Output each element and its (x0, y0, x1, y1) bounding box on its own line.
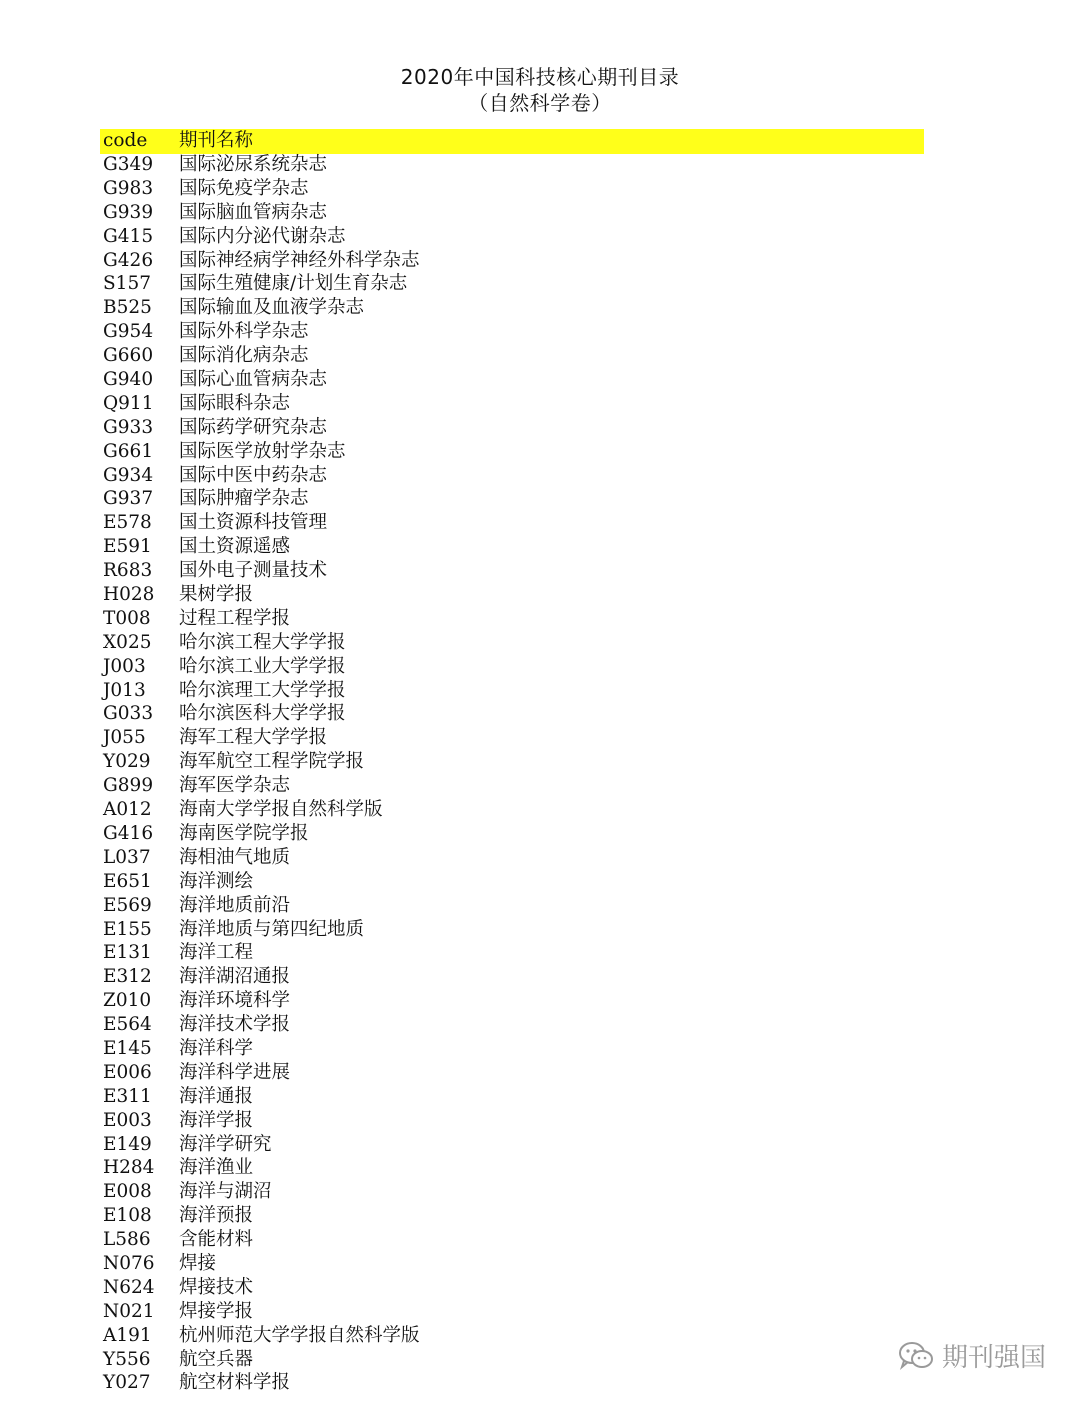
journal-name: 海相油气地质 (179, 846, 291, 868)
table-row (100, 392, 924, 416)
journal-name: 海洋学报 (179, 1109, 254, 1131)
journal-code: E312 (103, 966, 152, 988)
journal-code: N021 (103, 1300, 155, 1322)
page-title: 2020年中国科技核心期刊目录 (400, 65, 680, 89)
journal-code: J013 (103, 679, 146, 701)
journal-name: 海南医学院学报 (179, 822, 309, 844)
journal-code: G939 (103, 201, 154, 223)
journal-name: 哈尔滨工程大学学报 (179, 631, 346, 653)
table-row (100, 679, 924, 703)
table-row (100, 607, 924, 631)
journal-code: A012 (103, 799, 152, 821)
table-row (100, 750, 924, 774)
table-row (100, 1371, 924, 1395)
journal-name: 焊接技术 (179, 1276, 254, 1298)
journal-code: G940 (103, 369, 154, 391)
journal-name: 焊接 (179, 1252, 217, 1274)
journal-code: Y027 (103, 1372, 151, 1394)
journal-name: 海洋技术学报 (179, 1014, 291, 1036)
journal-name: 海洋测绘 (179, 870, 254, 892)
watermark-text: 期刊强国 (941, 1343, 1046, 1373)
journal-name: 国际神经病学神经外科学杂志 (179, 249, 420, 271)
journal-name: 航空材料学报 (179, 1372, 291, 1394)
journal-code: E003 (103, 1109, 152, 1131)
journal-code: G933 (103, 416, 154, 438)
journal-name: 国际心血管病杂志 (179, 369, 328, 391)
journal-code: A191 (103, 1324, 152, 1346)
journal-name: 海洋科学 (179, 1037, 254, 1059)
journal-name: 海洋湖沼通报 (179, 966, 291, 988)
table-row (100, 1133, 924, 1157)
journal-list (100, 153, 924, 1395)
journal-code: G415 (103, 225, 154, 247)
table-row (100, 894, 924, 918)
journal-name: 国土资源遥感 (179, 536, 291, 558)
table-row (100, 1324, 924, 1348)
journal-name: 海洋学研究 (179, 1133, 272, 1155)
journal-code: J003 (103, 655, 146, 677)
journal-code: E149 (103, 1133, 152, 1155)
journal-name: 海洋通报 (179, 1085, 254, 1107)
table-row (100, 989, 924, 1013)
journal-name: 国际外科学杂志 (179, 321, 309, 343)
table-row (100, 631, 924, 655)
table-row (100, 487, 924, 511)
table-row (100, 559, 924, 583)
table-row (100, 941, 924, 965)
journal-name: 果树学报 (179, 584, 254, 606)
journal-name: 焊接学报 (179, 1300, 254, 1322)
table-row (100, 1109, 924, 1133)
journal-name: 国际免疫学杂志 (179, 177, 309, 199)
table-row (100, 1085, 924, 1109)
journal-name: 杭州师范大学学报自然科学版 (179, 1324, 420, 1346)
journal-name: 海洋渔业 (179, 1157, 254, 1179)
table-row (100, 1061, 924, 1085)
table-row (100, 1228, 924, 1252)
table-row (100, 918, 924, 942)
journal-name: 国外电子测量技术 (179, 560, 328, 582)
table-row (100, 440, 924, 464)
journal-name: 航空兵器 (179, 1348, 254, 1370)
table-row (100, 272, 924, 296)
journal-name: 国际中医中药杂志 (179, 464, 328, 486)
table-row (100, 965, 924, 989)
journal-code: E651 (103, 870, 152, 892)
table-row (100, 1276, 924, 1300)
journal-code: E006 (103, 1061, 152, 1083)
journal-name: 国土资源科技管理 (179, 512, 328, 534)
journal-name: 海军医学杂志 (179, 775, 291, 797)
journal-name: 海洋地质与第四纪地质 (179, 918, 365, 940)
table-row (100, 464, 924, 488)
journal-code: J055 (103, 727, 146, 749)
journal-name: 国际眼科杂志 (179, 392, 291, 414)
wechat-icon (898, 1341, 934, 1371)
table-row (100, 535, 924, 559)
journal-name: 海洋工程 (179, 942, 254, 964)
table-row (100, 1156, 924, 1180)
journal-code: G661 (103, 440, 154, 462)
table-row (100, 798, 924, 822)
journal-code: B525 (103, 297, 152, 319)
journal-name: 含能材料 (179, 1229, 254, 1251)
journal-name: 海军工程大学学报 (179, 727, 328, 749)
journal-code: Y029 (103, 751, 151, 773)
journal-name: 过程工程学报 (179, 607, 291, 629)
journal-name: 国际脑血管病杂志 (179, 201, 328, 223)
table-row (100, 249, 924, 273)
journal-code: G660 (103, 345, 154, 367)
journal-code: E145 (103, 1037, 152, 1059)
table-row (100, 1300, 924, 1324)
journal-code: G954 (103, 321, 154, 343)
journal-name: 海洋地质前沿 (179, 894, 291, 916)
table-row (100, 702, 924, 726)
journal-code: H028 (103, 584, 155, 606)
table-row (100, 201, 924, 225)
journal-code: E591 (103, 536, 152, 558)
journal-code: S157 (103, 273, 151, 295)
page-subtitle: （自然科学卷） (468, 91, 612, 115)
page-title-block (0, 64, 1080, 116)
table-row (100, 870, 924, 894)
journal-code: N624 (103, 1276, 155, 1298)
table-row (100, 177, 924, 201)
table-row (100, 1348, 924, 1372)
journal-code: G426 (103, 249, 154, 271)
journal-code: N076 (103, 1252, 155, 1274)
table-row (100, 846, 924, 870)
journal-code: E578 (103, 512, 152, 534)
table-row (100, 774, 924, 798)
journal-name: 国际药学研究杂志 (179, 416, 328, 438)
journal-code: R683 (103, 560, 153, 582)
table-row (100, 822, 924, 846)
header-name: 期刊名称 (179, 130, 254, 151)
journal-name: 国际输血及血液学杂志 (179, 297, 365, 319)
journal-name: 国际泌尿系统杂志 (179, 154, 328, 175)
journal-name: 海南大学学报自然科学版 (179, 799, 383, 821)
table-row (100, 1013, 924, 1037)
journal-code: E564 (103, 1014, 152, 1036)
journal-code: G983 (103, 177, 154, 199)
journal-name: 海洋环境科学 (179, 990, 291, 1012)
table-row (100, 320, 924, 344)
table-row (100, 416, 924, 440)
journal-code: G937 (103, 488, 154, 510)
table-row (100, 296, 924, 320)
journal-code: Y556 (103, 1348, 151, 1370)
journal-name: 海洋与湖沼 (179, 1181, 272, 1203)
table-row (100, 368, 924, 392)
table-row (100, 1037, 924, 1061)
journal-code: Z010 (103, 990, 152, 1012)
table-row (100, 1204, 924, 1228)
journal-name: 国际生殖健康/计划生育杂志 (179, 273, 408, 295)
journal-name: 国际医学放射学杂志 (179, 440, 346, 462)
journal-code: Q911 (103, 392, 154, 414)
table-row (100, 1180, 924, 1204)
table-header (100, 129, 924, 154)
journal-code: G416 (103, 822, 154, 844)
journal-name: 国际肿瘤学杂志 (179, 488, 309, 510)
journal-name: 海军航空工程学院学报 (179, 751, 365, 773)
table-row (100, 583, 924, 607)
journal-name: 哈尔滨理工大学学报 (179, 679, 346, 701)
journal-code: E008 (103, 1181, 152, 1203)
table-row (100, 1252, 924, 1276)
journal-code: E155 (103, 918, 152, 940)
journal-name: 国际消化病杂志 (179, 345, 309, 367)
header-code: code (103, 130, 148, 151)
journal-code: L037 (103, 846, 151, 868)
table-row (100, 153, 924, 177)
journal-code: T008 (103, 607, 151, 629)
journal-code: G934 (103, 464, 154, 486)
journal-name: 国际内分泌代谢杂志 (179, 225, 346, 247)
journal-code: H284 (103, 1157, 155, 1179)
table-row (100, 344, 924, 368)
journal-code: L586 (103, 1229, 151, 1251)
table-row (100, 726, 924, 750)
journal-code: E131 (103, 942, 152, 964)
watermark (898, 1337, 1046, 1374)
journal-name: 海洋科学进展 (179, 1061, 291, 1083)
journal-code: G349 (103, 154, 154, 175)
table-row (100, 655, 924, 679)
journal-code: E569 (103, 894, 152, 916)
journal-code: E311 (103, 1085, 152, 1107)
journal-code: E108 (103, 1205, 152, 1227)
table-row (100, 225, 924, 249)
journal-code: G033 (103, 703, 154, 725)
journal-name: 哈尔滨工业大学学报 (179, 655, 346, 677)
journal-code: X025 (103, 631, 152, 653)
journal-name: 哈尔滨医科大学学报 (179, 703, 346, 725)
journal-name: 海洋预报 (179, 1205, 254, 1227)
journal-code: G899 (103, 775, 154, 797)
table-row (100, 511, 924, 535)
